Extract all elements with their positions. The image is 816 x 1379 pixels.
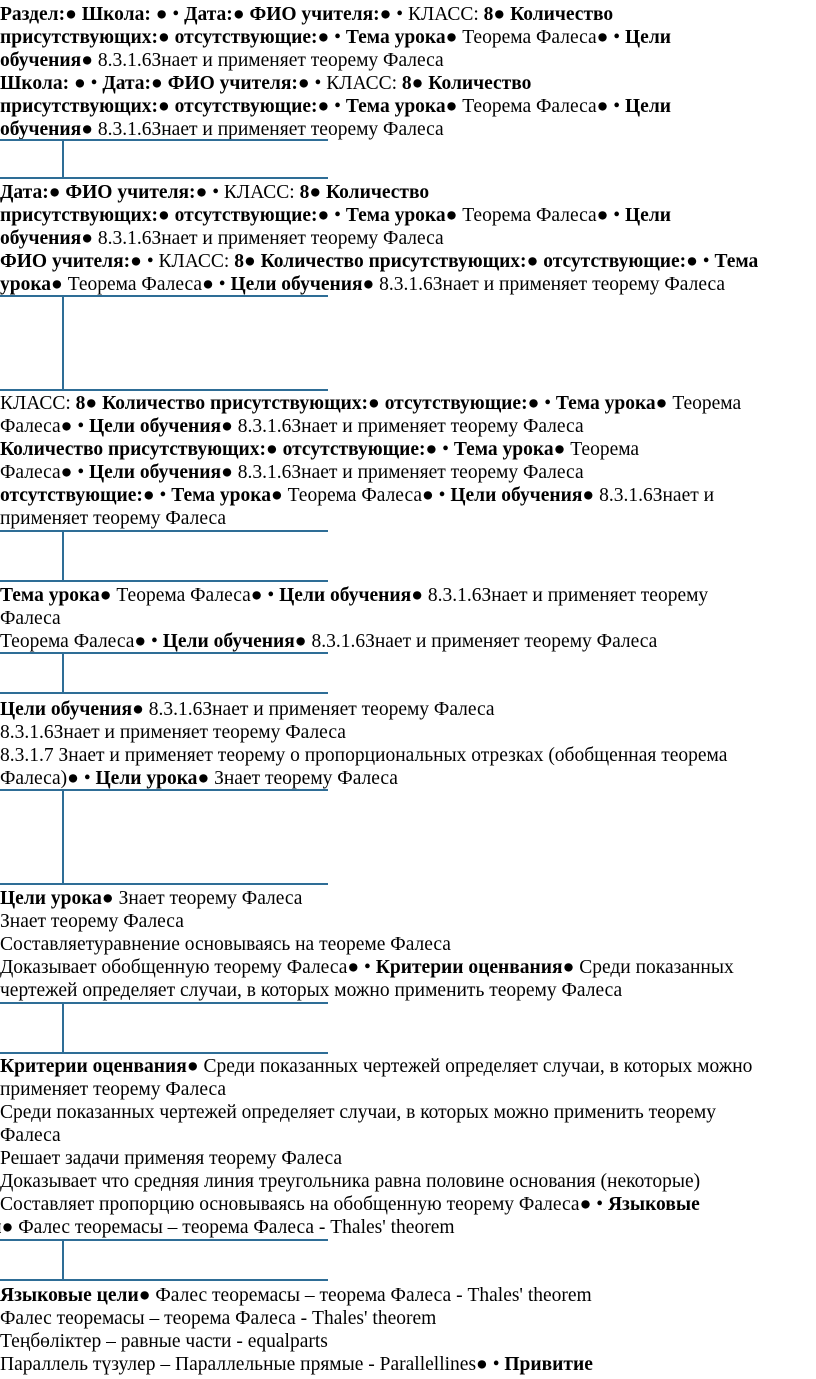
- bullet-icon: ●: [270, 485, 283, 506]
- celi-label: Цели: [625, 96, 671, 117]
- goal-text: Знает теорему Фалеса: [214, 768, 398, 789]
- language-text: Параллель түзулер – Параллельные прямые - Parallellines: [0, 1354, 477, 1375]
- text-line: [0, 26, 671, 49]
- klass-label: КЛАСС:: [408, 4, 479, 25]
- bullet-icon: ●: [445, 27, 458, 48]
- separator-line: [0, 692, 328, 694]
- bullet-icon: ●: [425, 439, 438, 460]
- bullet-icon: ●: [232, 4, 245, 25]
- criteria-text: Среди показанных чертежей определяет случаи, в которых можно применить теорему: [0, 1102, 717, 1123]
- bullet-icon: ●: [221, 462, 233, 483]
- separator-line: [0, 177, 328, 179]
- klass-number: 8: [299, 182, 310, 203]
- bullet-icon: ●: [157, 205, 170, 226]
- bullet-icon: ●: [445, 96, 458, 117]
- celi-label: Цели: [625, 27, 671, 48]
- celi-label: Цели обучения: [279, 585, 412, 606]
- obuchenia-label: обучения: [0, 119, 82, 140]
- text-line: [0, 1353, 593, 1376]
- objective-text: 8.3.1.6Знает и: [599, 485, 715, 506]
- text-line: [0, 273, 725, 296]
- bullet-icon: ●: [48, 182, 61, 203]
- bullet-icon: ●: [317, 205, 330, 226]
- otsut-label: отсутствующие:: [384, 393, 528, 414]
- bullet-icon: ●: [686, 251, 698, 272]
- criteria-text: Среди показанных: [579, 957, 734, 978]
- bullet-icon: •: [702, 251, 710, 272]
- bullet-icon: ●: [186, 1056, 199, 1077]
- language-text: Фалес теоремасы – теорема Фалеса - Thales' theorem: [0, 1308, 437, 1329]
- kriterii-label: Критерии оценвания: [375, 957, 563, 978]
- objective-text: 8.3.1.6Знает и применяет теорему Фалеса: [237, 462, 584, 483]
- separator-line: [0, 389, 328, 391]
- celi-uroka-label: Цели урока: [95, 768, 198, 789]
- klass-label: КЛАСС:: [223, 182, 295, 203]
- uroka-word: урока: [0, 274, 52, 295]
- connector-line: [62, 790, 64, 884]
- otsut-label: отсутствующие:: [543, 251, 687, 272]
- bullet-icon: ●: [197, 768, 210, 789]
- connector-line: [62, 1003, 64, 1053]
- bullet-icon: ●: [562, 957, 575, 978]
- celi-label: Цели обучения: [89, 416, 222, 437]
- tema-value: Фалеса: [0, 416, 61, 437]
- connector-line: [62, 531, 64, 581]
- bullet-icon: •: [492, 1354, 500, 1375]
- text-line: [0, 979, 622, 1002]
- bullet-icon: ●: [294, 631, 307, 652]
- separator-line: [0, 883, 328, 885]
- bullet-icon: ●: [411, 585, 423, 606]
- criteria-text: чертежей определяет случаи, в которых можно применить теорему Фалеса: [0, 980, 623, 1001]
- tema-value: Теорема Фалеса: [462, 27, 597, 48]
- text-line: [0, 204, 671, 227]
- bullet-icon: ●: [85, 393, 98, 414]
- bullet-icon: ●: [527, 393, 540, 414]
- bullet-icon: •: [83, 768, 91, 789]
- text-line: [0, 392, 741, 415]
- tema-label: Тема урока: [555, 393, 656, 414]
- bullet-icon: ●: [243, 251, 256, 272]
- objective-text: 8.3.1.6Знает и применяет теорему Фалеса: [148, 699, 495, 720]
- bullet-icon: •: [396, 4, 404, 25]
- tema-label: Тема урока: [0, 585, 100, 606]
- bullet-icon: •: [159, 485, 167, 506]
- prisut-label: присутствующих:: [0, 27, 158, 48]
- text-line: [0, 767, 398, 790]
- bullet-icon: •: [314, 73, 322, 94]
- yazykovye-celi-label: Языковые цели: [0, 1285, 139, 1306]
- tema-value: Теорема: [570, 439, 640, 460]
- text-line: [0, 1307, 436, 1330]
- bullet-icon: ●: [297, 73, 310, 94]
- otsut-label: отсутствующие:: [282, 439, 426, 460]
- bullet-icon: •: [151, 631, 158, 652]
- otsut-label: отсутствующие:: [174, 205, 318, 226]
- goal-text: Знает теорему Фалеса: [0, 911, 184, 932]
- text-line: [0, 744, 727, 767]
- tema-value: Фалеса: [0, 462, 61, 483]
- separator-line: [0, 1279, 328, 1281]
- tema-value: Теорема: [672, 393, 742, 414]
- text-line: [0, 484, 714, 507]
- bullet-icon: •: [442, 439, 449, 460]
- text-line: [0, 1055, 752, 1078]
- klass-label: КЛАСС:: [0, 393, 71, 414]
- bullet-icon: ●: [151, 73, 163, 94]
- tema-label: Тема урока: [345, 96, 446, 117]
- prisut-label: присутствующих:: [0, 205, 158, 226]
- separator-line: [0, 295, 328, 297]
- bullet-icon: ●: [130, 251, 142, 272]
- bullet-icon: •: [613, 96, 621, 117]
- klass-number: 8: [75, 393, 86, 414]
- privitie-label: Привитие: [504, 1354, 593, 1375]
- celi-label: Цели обучения: [0, 699, 133, 720]
- bullet-icon: ●: [132, 699, 144, 720]
- separator-line: [0, 652, 328, 654]
- bullet-icon: ●: [347, 957, 360, 978]
- bullet-icon: ●: [362, 274, 375, 295]
- text-line: [0, 1193, 700, 1216]
- bullet-icon: ●: [411, 73, 424, 94]
- objective-text: применяет теорему Фалеса: [0, 508, 227, 529]
- celi-label: Цели: [625, 205, 671, 226]
- prisut-label: присутствующих:: [0, 96, 158, 117]
- tema-label: Тема урока: [453, 439, 554, 460]
- tema-value: Теорема Фалеса: [116, 585, 251, 606]
- bullet-icon: •: [77, 462, 85, 483]
- data-label: Дата:: [102, 73, 152, 94]
- bullet-icon: ●: [596, 205, 609, 226]
- tema-value: Теорема Фалеса: [462, 205, 597, 226]
- text-line: [0, 415, 584, 438]
- text-line: [0, 1330, 328, 1353]
- language-text: Фалес теоремасы – теорема Фалеса - Thales' theorem: [18, 1217, 455, 1238]
- text-line: [0, 1216, 455, 1239]
- bullet-icon: ●: [493, 4, 506, 25]
- separator-line: [0, 1052, 328, 1054]
- kolvo-prisut-label: Количество присутствующих:: [102, 393, 369, 414]
- text-line: [0, 181, 429, 204]
- bullet-icon: ●: [138, 1285, 151, 1306]
- bullet-icon: ●: [250, 585, 263, 606]
- bullet-icon: ●: [81, 50, 93, 71]
- bullet-icon: •: [613, 205, 621, 226]
- text-line: [0, 584, 708, 607]
- objective-text: 8.3.1.6Знает и применяет теорему Фалеса: [237, 416, 584, 437]
- shkola-label: Школа:: [81, 4, 151, 25]
- yazykovye-label: Языковые: [607, 1194, 700, 1215]
- celi-uroka-label: Цели урока: [0, 888, 102, 909]
- text-line: [0, 1147, 342, 1170]
- goal-text: Доказывает обобщенную теорему Фалеса: [0, 957, 348, 978]
- text-line: [0, 461, 584, 484]
- text-line: [0, 887, 302, 910]
- objective-text: 8.3.1.6Знает и применяет теорему Фалеса: [97, 228, 444, 249]
- text-line: [0, 438, 639, 461]
- text-line: [0, 95, 671, 118]
- bullet-icon: •: [613, 27, 621, 48]
- kolvo-label: Количество: [428, 73, 532, 94]
- bullet-icon: ●: [67, 768, 79, 789]
- bullet-icon: ●: [553, 439, 566, 460]
- text-line: [0, 933, 451, 956]
- criteria-text: Фалеса: [0, 1125, 61, 1146]
- razdel-label: Раздел:: [0, 4, 66, 25]
- text-line: [0, 118, 444, 141]
- language-text: Теңбөліктер – равные части - equalparts: [0, 1331, 328, 1352]
- criteria-text: Среди показанных чертежей определяет случаи, в которых можно: [203, 1056, 753, 1077]
- shkola-label: Школа:: [0, 73, 70, 94]
- connector-line: [62, 296, 64, 390]
- celi-label: Цели обучения: [450, 485, 583, 506]
- bullet-icon: ●: [99, 585, 112, 606]
- klass-number: 8: [234, 251, 244, 272]
- klass-number: 8: [483, 4, 494, 25]
- bullet-icon: ●: [309, 182, 322, 203]
- criteria-text: Решает задачи применяя теорему Фалеса: [0, 1148, 343, 1169]
- language-text: Фалес теоремасы – теорема Фалеса - Thales' theorem: [155, 1285, 592, 1306]
- fio-label: ФИО учителя:: [0, 251, 131, 272]
- bullet-icon: ●: [60, 462, 73, 483]
- bullet-icon: ●: [368, 393, 380, 414]
- text-line: [0, 3, 613, 26]
- bullet-icon: •: [218, 274, 226, 295]
- text-line: [0, 1101, 716, 1124]
- fio-label: ФИО учителя:: [249, 4, 380, 25]
- klass-label: КЛАСС:: [326, 73, 398, 94]
- bullet-icon: ●: [422, 485, 434, 506]
- obuchenia-label: обучения: [0, 228, 82, 249]
- bullet-icon: ●: [195, 182, 208, 203]
- bullet-icon: •: [90, 73, 98, 94]
- bullet-icon: •: [77, 416, 85, 437]
- bullet-icon: ●: [60, 416, 73, 437]
- celi-label: Цели обучения: [230, 274, 363, 295]
- objective-text: 8.3.1.6Знает и применяет теорему Фалеса: [97, 119, 444, 140]
- fio-label: ФИО учителя:: [167, 73, 298, 94]
- bullet-icon: •: [364, 957, 371, 978]
- otsut-label: отсутствующие:: [0, 485, 143, 506]
- text-line: [0, 910, 184, 933]
- criteria-text: Составляет пропорцию основываясь на обобщенную теорему Фалеса: [0, 1194, 580, 1215]
- criteria-text: применяет теорему Фалеса: [0, 1079, 227, 1100]
- text-line: [0, 49, 444, 72]
- celi-label: Цели обучения: [162, 631, 295, 652]
- tema-value: Фалеса: [0, 608, 61, 629]
- obuchenia-label: обучения: [0, 50, 82, 71]
- klass-label: КЛАСС:: [158, 251, 230, 272]
- bullet-icon: ●: [526, 251, 539, 272]
- bullet-icon: ●: [157, 96, 170, 117]
- text-line: [0, 72, 531, 95]
- kolvo-label: Количество: [510, 4, 614, 25]
- goal-text: Знает теорему Фалеса: [118, 888, 303, 909]
- bullet-icon: ●: [155, 4, 168, 25]
- text-line: [0, 1078, 226, 1101]
- separator-line: [0, 1239, 328, 1241]
- tema-label: Тема урока: [171, 485, 271, 506]
- bullet-icon: ●: [596, 27, 609, 48]
- kriterii-label: Критерии оценвания: [0, 1056, 187, 1077]
- kolvo-prisut-label: Количество присутствующих:: [260, 251, 527, 272]
- tema-value: Теорема Фалеса: [462, 96, 597, 117]
- connector-line: [62, 140, 64, 178]
- bullet-icon: •: [334, 96, 341, 117]
- criteria-text: Доказывает что средняя линия треугольника равна половине основания (некоторые): [0, 1171, 701, 1192]
- bullet-icon: •: [146, 251, 154, 272]
- bullet-icon: ●: [51, 274, 63, 295]
- objective-text: 8.3.1.6Знает и применяет теорему: [427, 585, 709, 606]
- text-line: [0, 250, 758, 273]
- bullet-icon: •: [212, 182, 220, 203]
- bullet-icon: •: [334, 27, 341, 48]
- bullet-icon: ●: [221, 416, 233, 437]
- bullet-icon: ●: [476, 1354, 488, 1375]
- bullet-icon: ●: [101, 888, 114, 909]
- otsut-label: отсутствующие:: [174, 27, 318, 48]
- bullet-icon: ●: [596, 96, 609, 117]
- tema-value: Теорема Фалеса: [0, 631, 135, 652]
- text-line: [0, 721, 346, 744]
- tema-value: Теорема Фалеса: [287, 485, 422, 506]
- objective-text: Фалеса): [0, 768, 68, 789]
- bullet-icon: ●: [317, 96, 330, 117]
- bullet-icon: ●: [379, 4, 392, 25]
- separator-line: [0, 530, 328, 532]
- klass-number: 8: [401, 73, 412, 94]
- objective-text: 8.3.1.6Знает и применяет теорему Фалеса: [379, 274, 726, 295]
- connector-line: [62, 1240, 64, 1280]
- kolvo-prisut-label: Количество присутствующих:: [0, 439, 266, 460]
- bullet-icon: ●: [81, 228, 93, 249]
- text-line: [0, 607, 61, 630]
- bullet-icon: ●: [317, 27, 330, 48]
- bullet-icon: ●: [157, 27, 170, 48]
- tema-label: Тема урока: [345, 205, 446, 226]
- bullet-icon: ●: [142, 485, 155, 506]
- bullet-icon: ●: [73, 73, 86, 94]
- bullet-icon: ●: [81, 119, 93, 140]
- text-line: [0, 1284, 592, 1307]
- bullet-icon: ●: [579, 1194, 592, 1215]
- bullet-icon: •: [438, 485, 446, 506]
- bullet-icon: ●: [582, 485, 595, 506]
- separator-line: [0, 580, 328, 582]
- text-line: [0, 227, 444, 250]
- objective-text: 8.3.1.7 Знает и применяет теорему о пропорциональных отрезках (обобщенная теорема: [0, 745, 728, 766]
- bullet-icon: •: [267, 585, 275, 606]
- tema-value: Теорема Фалеса: [67, 274, 203, 295]
- bullet-icon: ●: [202, 274, 214, 295]
- objective-text: 8.3.1.6Знает и применяет теорему Фалеса: [311, 631, 658, 652]
- text-line: [0, 630, 657, 653]
- text-line: [0, 507, 226, 530]
- tema-word: Тема: [714, 251, 759, 272]
- text-line: [0, 1124, 61, 1147]
- objective-text: 8.3.1.6Знает и применяет теорему Фалеса: [0, 722, 346, 743]
- separator-line: [0, 789, 328, 791]
- bullet-icon: •: [596, 1194, 604, 1215]
- bullet-icon: ●: [1, 1217, 14, 1238]
- tema-label: Тема урока: [345, 27, 446, 48]
- otsut-label: отсутствующие:: [174, 96, 318, 117]
- goal-text: Составляетуравнение основываясь на теореме Фалеса: [0, 934, 451, 955]
- bullet-icon: •: [334, 205, 341, 226]
- fio-label: ФИО учителя:: [65, 182, 196, 203]
- data-label: Дата:: [184, 4, 233, 25]
- bullet-icon: ●: [655, 393, 668, 414]
- bullet-icon: •: [172, 4, 180, 25]
- bullet-icon: ●: [134, 631, 147, 652]
- text-line: [0, 1170, 700, 1193]
- bullet-icon: ●: [265, 439, 278, 460]
- bullet-icon: •: [544, 393, 552, 414]
- bullet-icon: ●: [65, 4, 77, 25]
- text-line: [0, 698, 495, 721]
- objective-text: 8.3.1.6Знает и применяет теорему Фалеса: [97, 50, 444, 71]
- celi-label: Цели обучения: [89, 462, 222, 483]
- separator-line: [0, 139, 328, 141]
- bullet-icon: ●: [445, 205, 458, 226]
- separator-line: [0, 1002, 328, 1004]
- data-label: Дата:: [0, 182, 49, 203]
- kolvo-label: Количество: [325, 182, 430, 203]
- text-line: [0, 956, 734, 979]
- connector-line: [62, 653, 64, 693]
